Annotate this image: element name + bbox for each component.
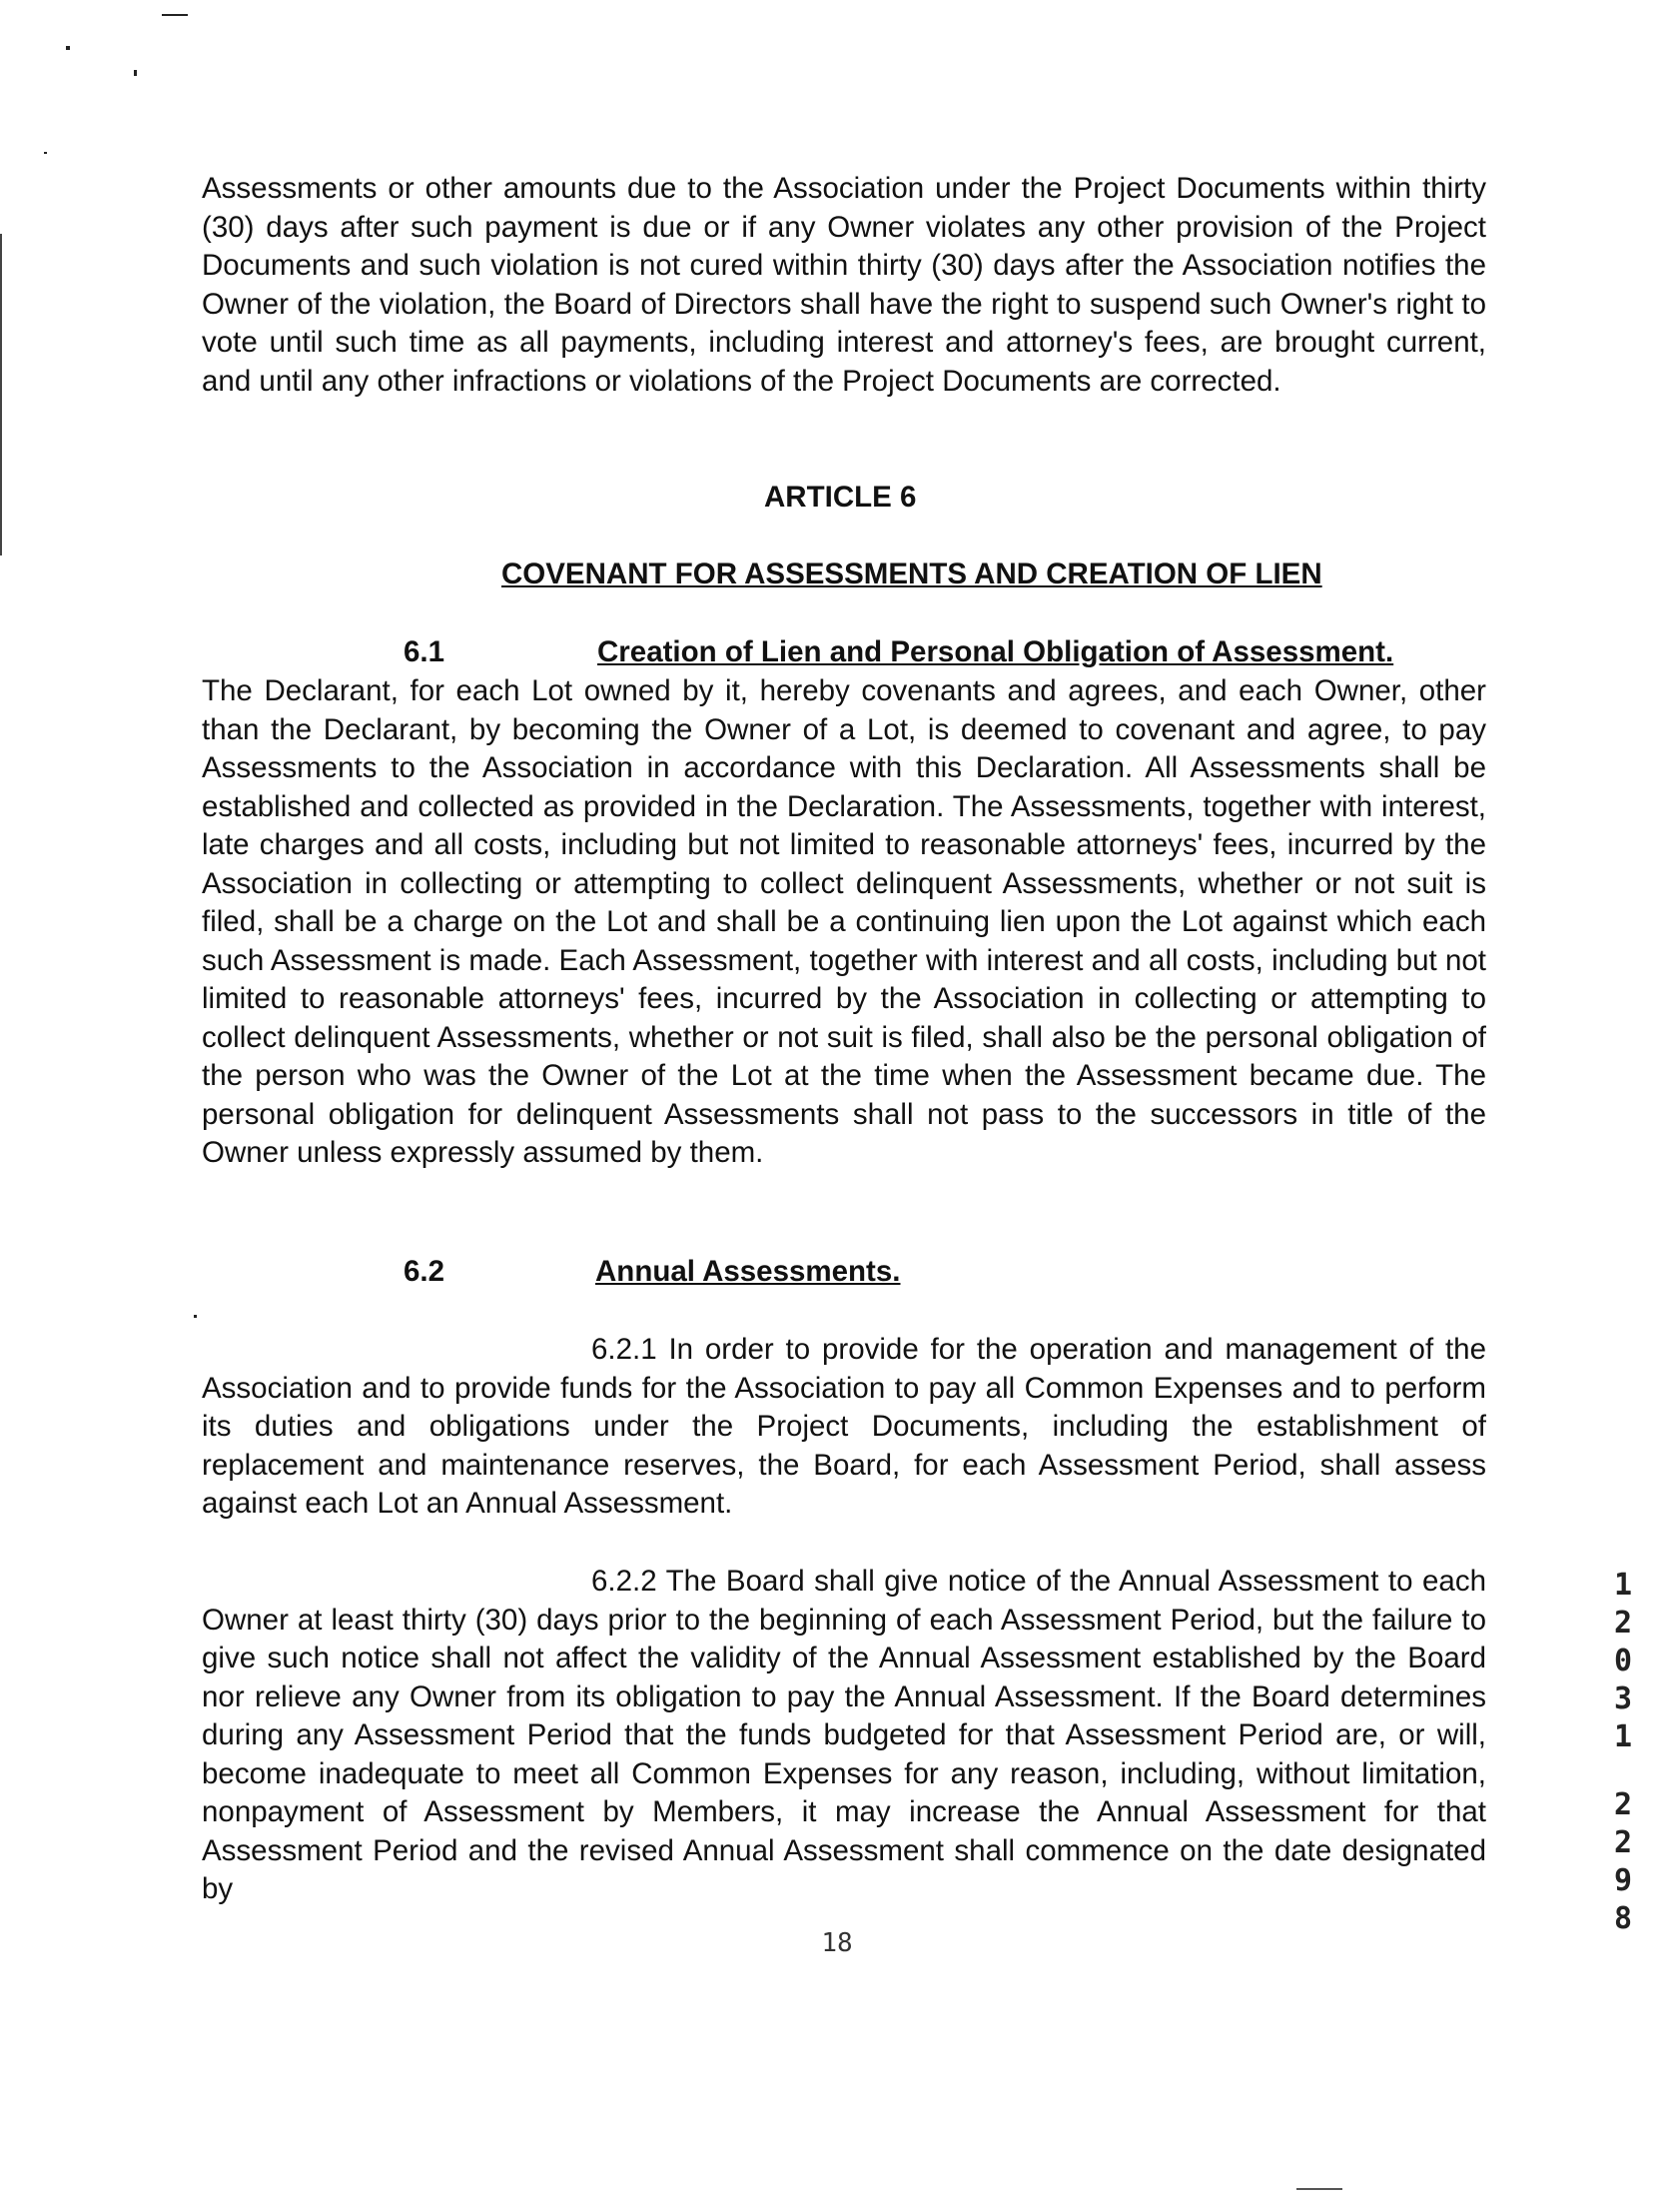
stamp-digit: 2 [1613,1825,1633,1860]
paragraph-intro: Assessments or other amounts due to the Association under the Project Documents within thirty (30) days after such payment is due or if any Owner violates any other provision of the Project Documents and such violation is not cured within thirty (30) days after the Association notifies the Owner of the violation, the Board of Directors shall have the right to suspend such Owner's right to vote until such time as all payments, including interest and attorney's fees, are brought current, and until any other infractions or violations of the Project Documents are corrected. [202,172,1486,398]
scan-artifact-top-line [162,14,188,16]
stamp-digit: 0 [1613,1644,1633,1678]
article-heading: ARTICLE 6 [764,481,917,514]
article-title-text: COVENANT FOR ASSESSMENTS AND CREATION OF LIEN [501,557,1322,590]
stamp-digit: 1 [1613,1568,1633,1603]
section-6-2-title: Annual Assessments. [595,1255,901,1288]
subsection-6-2-1-text: 6.2.1 In order to provide for the operation and management of the Association and to provide funds for the Association to pay all Common Expenses and to perform its duties and obligations under the Project Documents, including the establishment of replacement and maintenance reserves, the Board, for each Assessment Period, shall assess against each Lot an Annual Assessment. [202,1333,1486,1520]
scan-artifact-dot [44,152,47,154]
subsection-6-2-1 [202,1331,1486,1524]
stamp-digit: 1 [1613,1719,1633,1754]
stamp-digit: 2 [1613,1787,1633,1822]
margin-recording-stamp [1608,1567,1638,1938]
scan-artifact-dot [66,46,70,50]
section-6-2-number: 6.2 [404,1255,445,1288]
page-number: 18 [821,1928,853,1958]
stamp-digit: 2 [1613,1606,1633,1641]
section-6-1-title: Creation of Lien and Personal Obligation of Assessment. [597,635,1394,668]
section-6-1-body: The Declarant, for each Lot owned by it, hereby covenants and agrees, and each Owner, other than the Declarant, by becoming the Owner of a Lot, is deemed to covenant and agree, to pay Assessments to the Association in accordance with this Declaration. All Assessments shall be established and collected as provided in the Declaration. The Assessments, together with interest, late charges and all costs, including but not limited to reasonable attorneys' fees, incurred by the Association in collecting or attempting to collect delinquent Assessments, whether or not suit is filed, shall be a charge on the Lot and shall be a continuing lien upon the Lot against which each such Assessment is made. Each Assessment, together with interest and all costs, including but not limited to reasonable attorneys' fees, incurred by the Association in collecting or attempting to collect delinquent Assessments, whether or not suit is filed, shall also be the personal obligation of the person who was the Owner of the Lot at the time when the Assessment became due. The personal obligation for delinquent Assessments shall not pass to the successors in title of the Owner unless expressly assumed by them. [202,674,1486,1169]
scan-artifact-dot [134,70,137,76]
subsection-6-2-2 [202,1563,1486,1909]
stamp-digit: 8 [1613,1901,1633,1936]
section-6-1-number: 6.1 [404,635,445,668]
stamp-digit: 3 [1613,1681,1633,1716]
scan-artifact-bottom-line [1296,2188,1342,2190]
subsection-6-2-2-text: 6.2.2 The Board shall give notice of the Annual Assessment to each Owner at least thirty (30) days prior to the beginning of each Assessment Period, but the failure to give such notice shall not affect the validity of the Annual Assessment established by the Board nor relieve any Owner from its obligation to pay the Annual Assessment. If the Board determines during any Assessment Period that the funds budgeted for that Assessment Period are, or will, become inadequate to meet all Common Expenses for any reason, including, without limitation, nonpayment of Assessment by Members, it may increase the Annual Assessment for that Assessment Period and the revised Annual Assessment shall commence on the date designated by [202,1565,1486,1905]
stamp-digit: 9 [1613,1863,1633,1898]
stamp-gap [1608,1756,1638,1786]
scan-artifact-dot [194,1315,197,1318]
scan-artifact-left-edge [0,234,2,555]
article-title [501,557,1322,591]
